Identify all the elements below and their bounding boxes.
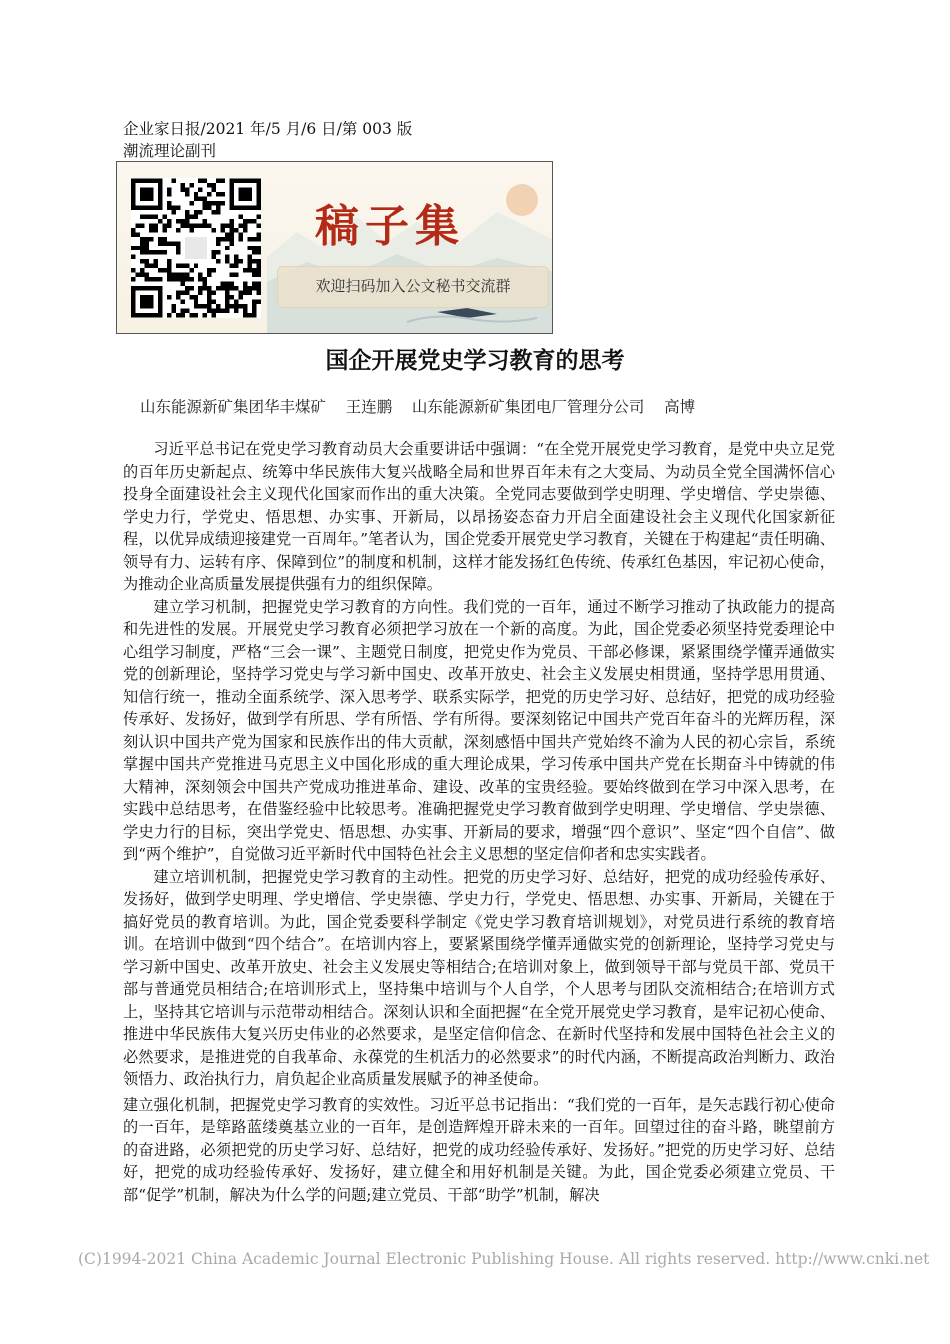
paragraph: 习近平总书记在党史学习教育动员大会重要讲话中强调：“在全党开展党史学习教育，是党中央立足党的百年历史新起点、统筹中华民族伟大复兴战略全局和世界百年未有之大变局、为动员全党全国满怀信心投身全面建设社会主义现代化国家而作出的重大决策。全党同志要做到学史明理、学史增信、学史崇德、学史力行，学党史、悟思想、办实事、开新局，以昂扬姿态奋力开启全面建设社会主义现代化国家新征程，以优异成绩迎接建党一百周年。”笔者认为，国企党委开展党史学习教育，关键在于构建起“责任明确、领导有力、运转有序、保障到位”的制度和机制，这样才能发扬红色传统、传承红色基因，牢记初心使命，为推动企业高质量发展提供强有力的组织保障。 bbox=[123, 440, 835, 593]
article-body bbox=[123, 438, 835, 1206]
paragraph: 建立强化机制，把握党史学习教育的实效性。习近平总书记指出：“我们党的一百年，是矢志践行初心使命的一百年，是筚路蓝缕奠基立业的一百年，是创造辉煌开辟未来的一百年。回望过往的奋斗路，眺望前方的奋进路，必须把党的历史学习好、总结好，把党的成功经验传承好、发扬好。”把党的历史学习好、总结好，把党的成功经验传承好、发扬好，建立健全和用好机制是关键。为此，国企党委必须建立党员、干部“促学”机制，解决为什么学的问题;建立党员、干部“助学”机制，解决 bbox=[123, 1095, 835, 1204]
copyright-footer: (C)1994-2021 China Academic Journal Electronic Publishing House. All rights reserved. http://www.cnki.net bbox=[78, 1250, 930, 1268]
qr-code bbox=[131, 178, 261, 318]
publication-line: 企业家日报/2021 年/5 月/6 日/第 003 版 bbox=[123, 120, 413, 138]
article-title: 国企开展党史学习教育的思考 bbox=[325, 348, 625, 374]
promo-banner bbox=[116, 161, 553, 334]
article-byline: 山东能源新矿集团华丰煤矿 王连鹏 山东能源新矿集团电厂管理分公司 高博 bbox=[140, 398, 696, 416]
paragraph: 建立学习机制，把握党史学习教育的方向性。我们党的一百年，通过不断学习推动了执政能力的提高和先进性的发展。开展党史学习教育必须把学习放在一个新的高度。为此，国企党委必须坚持党委理论中心组学习制度，严格“三会一课”、主题党日制度，把党史作为党员、干部必修课，紧紧围绕学懂弄通做实党的创新理论，坚持学习党史与学习新中国史、改革开放史、社会主义发展史相贯通，坚持学思用贯通、知信行统一，推动全面系统学、深入思考学、联系实际学，把党的历史学习好、总结好，把党的成功经验传承好、发扬好，做到学有所思、学有所悟、学有所得。要深刻铭记中国共产党百年奋斗的光辉历程，深刻认识中国共产党为国家和民族作出的伟大贡献，深刻感悟中国共产党始终不渝为人民的初心宗旨，系统掌握中国共产党推进马克思主义中国化形成的重大理论成果，学习传承中国共产党在长期奋斗中铸就的伟大精神，深刻领会中国共产党成功推进革命、建设、改革的宝贵经验。要始终做到在学习中深入思考，在实践中总结思考，在借鉴经验中比较思考。准确把握党史学习教育做到学史明理、学史增信、学史崇德、学史力行的目标，突出学党史、悟思想、办实事、开新局的要求，增强“四个意识”、坚定“四个自信”、做到“两个维护”，自觉做习近平新时代中国特色社会主义思想的坚定信仰者和忠实实践者。 bbox=[123, 597, 835, 863]
section-name: 潮流理论副刊 bbox=[123, 142, 217, 160]
banner-slogan: 欢迎扫码加入公文秘书交流群 bbox=[315, 277, 511, 295]
brand-logo-text: 稿子集 bbox=[315, 201, 465, 252]
paragraph: 建立培训机制，把握党史学习教育的主动性。把党的历史学习好、总结好，把党的成功经验传承好、发扬好，做到学史明理、学史增信、学史崇德、学史力行，学党史、悟思想、办实事、开新局，关键在于搞好党员的教育培训。为此，国企党委要科学制定《党史学习教育培训规划》，对党员进行系统的教育培训。在培训中做到“四个结合”。在培训内容上，要紧紧围绕学懂弄通做实党的创新理论，坚持学习党史与学习新中国史、改革开放史、社会主义发展史等相结合;在培训对象上，做到领导干部与党员干部、党员干部与普通党员相结合;在培训形式上，坚持集中培训与个人自学，个人思考与团队交流相结合;在培训方式上，坚持其它培训与示范带动相结合。深刻认识和全面把握“在全党开展党史学习教育，是牢记初心使命、推进中华民族伟大复兴历史伟业的必然要求，是坚定信仰信念、在新时代坚持和发展中国特色社会主义的必然要求，是推进党的自我革命、永葆党的生机活力的必然要求”的时代内涵，不断提高政治判断力、政治领悟力、政治执行力，肩负起企业高质量发展赋予的神圣使命。 bbox=[123, 867, 835, 1088]
